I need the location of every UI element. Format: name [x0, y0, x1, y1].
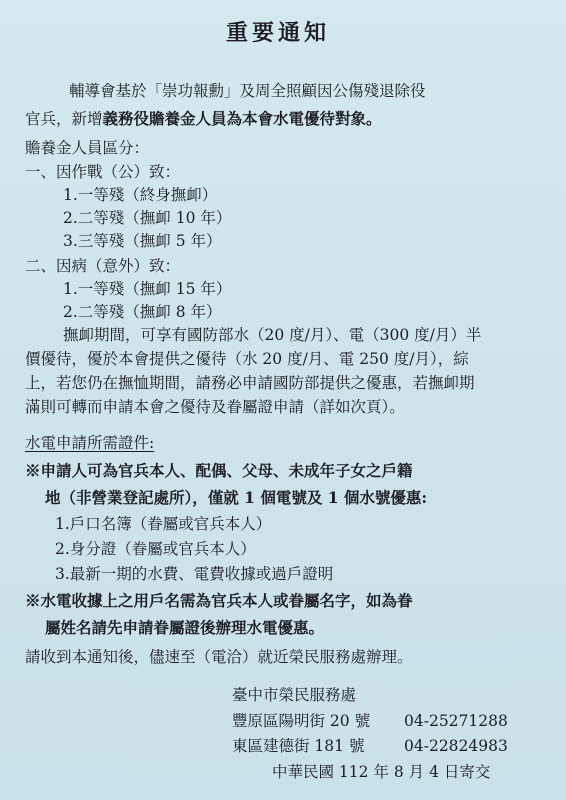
para2-line3: 上，若您仍在撫恤期間，請務必申請國防部提供之優惠，若撫卹期	[25, 374, 475, 392]
note1-line1: ※申請人可為官兵本人、配偶、父母、未成年子女之戶籍	[25, 461, 413, 480]
para2-line4: 滿則可轉而申請本會之優待及眷屬證申請（詳如次頁）。	[25, 398, 405, 416]
office-name: 臺中市榮民服務處	[232, 686, 357, 704]
office-address-2: 東區建德街 181 號	[232, 737, 365, 755]
doc-item: 1.戶口名簿（眷屬或官兵本人）	[55, 515, 272, 533]
para1-line2-prefix: 官兵，新增	[25, 110, 103, 128]
section2-heading: 二、因病（意外）致：	[25, 257, 181, 275]
section1-item: 3.三等殘（撫卹 5 年）	[63, 232, 222, 250]
para2-line2: 價優待，優於本會提供之優待（水 20 度/月、電 250 度/月），綜	[25, 350, 469, 368]
notice-title: 重要通知	[226, 20, 331, 46]
category-heading: 贍養金人員區分：	[25, 139, 150, 157]
doc-item: 3.最新一期的水費、電費收據或過戶證明	[55, 565, 334, 583]
section1-item: 1.一等殘（終身撫卹）	[63, 186, 218, 204]
section1-item: 2.二等殘（撫卹 10 年）	[63, 209, 232, 227]
docs-heading: 水電申請所需證件:	[25, 434, 155, 452]
para1-line2-bold: 義務役贍養金人員為本會水電優待對象。	[102, 109, 382, 128]
para1-line1: 輔導會基於「崇功報勳」及周全照顧因公傷殘退除役	[69, 82, 426, 100]
office-address-1: 豐原區陽明街 20 號	[232, 712, 371, 730]
note1-line2: 地（非營業登記處所），僅就 1 個電號及 1 個水號優惠:	[45, 488, 428, 507]
note2-line1: ※水電收據上之用戶名需為官兵本人或眷屬名字，如為眷	[25, 591, 413, 610]
section1-heading: 一、因作戰（公）致：	[25, 163, 181, 181]
closing-line: 請收到本通知後，儘速至（電洽）就近榮民服務處辦理。	[25, 648, 413, 666]
para2-line1: 撫卹期間，可享有國防部水（20 度/月）、電（300 度/月）半	[63, 326, 482, 344]
office-phone-2: 04-22824983	[404, 737, 508, 755]
para1-line2	[25, 108, 566, 130]
notice-date: 中華民國 112 年 8 月 4 日寄交	[272, 763, 491, 781]
section2-item: 1.一等殘（撫卹 15 年）	[63, 280, 232, 298]
section2-item: 2.二等殘（撫卹 8 年）	[63, 303, 222, 321]
doc-item: 2.身分證（眷屬或官兵本人）	[55, 540, 256, 558]
note2-line2: 屬姓名請先申請眷屬證後辦理水電優惠。	[45, 618, 325, 637]
office-phone-1: 04-25271288	[404, 712, 508, 730]
